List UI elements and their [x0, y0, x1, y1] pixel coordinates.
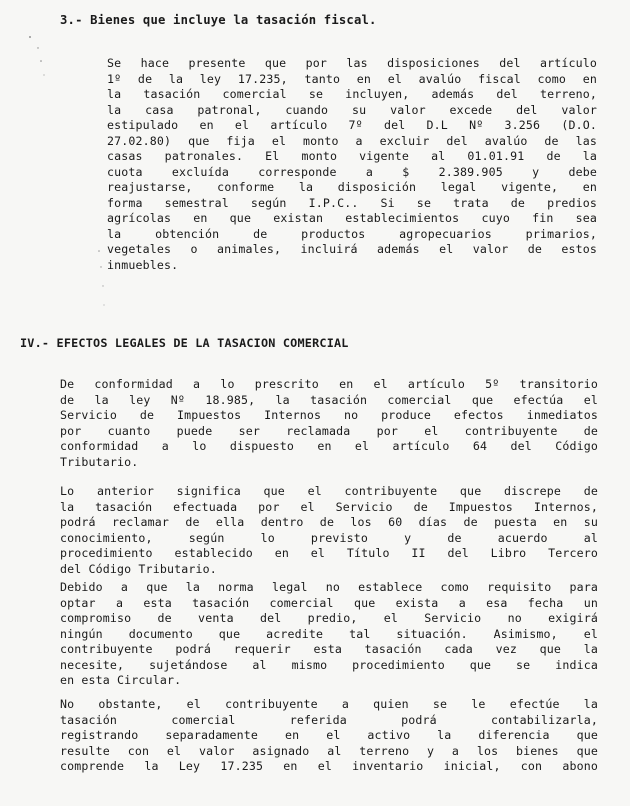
paragraph-line: cuota excluída corresponde a $ 2.389.905 y debe [107, 164, 597, 179]
paragraph-line: de la ley Nº 18.985, la tasación comercial que efectúa el [60, 392, 598, 407]
section-4-paragraph-3 [60, 580, 598, 689]
paragraph-line: 1º de la ley 17.235, tanto en el avalúo fiscal como en [107, 71, 597, 86]
paragraph-line: necesite, sujetándose al mismo procedimiento que se indica [60, 657, 598, 672]
paragraph-line: comprende la Ley 17.235 en el inventario inicial, con abono [60, 759, 598, 773]
section-3-paragraph [107, 56, 597, 273]
paragraph-line: podrá reclamar de ella dentro de los 60 días de puesta en su [60, 515, 598, 529]
paragraph-line: conocimiento, según lo previsto y de acuerdo al [60, 530, 598, 545]
paragraph-line: estipulado en el artículo 7º del D.L Nº 3.256 (D.O. [107, 118, 597, 132]
paragraph-line: contribuyente podrá requerir esta tasación cada vez que la [60, 642, 598, 656]
paragraph-line: la casa patronal, cuando su valor excede del valor [107, 102, 597, 117]
paragraph-line: Servicio de Impuestos Internos no produce efectos inmediatos [60, 408, 598, 422]
paragraph-line: registrando separadamente en el activo la diferencia que [60, 728, 598, 742]
paragraph-line: conformidad a lo dispuesto en el artículo 64 del Código [60, 439, 598, 453]
paragraph-line: Lo anterior significa que el contribuyente que discrepe de [60, 484, 598, 498]
paragraph-line: De conformidad a lo prescrito en el artículo 5º transitorio [60, 377, 598, 391]
paragraph-line: Tributario. [60, 454, 139, 469]
paragraph-line: agrícolas en que existan establecimientos cuyo fin sea [107, 211, 597, 225]
paragraph-line: la tasación comercial se incluyen, además del terreno, [107, 87, 597, 101]
paragraph-line: No obstante, el contribuyente a quien se le efectúe la [60, 697, 598, 711]
paragraph-line: reajustarse, conforme la disposición legal vigente, en [107, 180, 597, 194]
paragraph-line: la obtención de productos agropecuarios primarios, [107, 226, 597, 241]
paragraph-line: 27.02.80) que fija el monto a excluir del avalúo de las [107, 133, 597, 148]
section-3-heading: 3.- Bienes que incluye la tasación fiscal. [60, 13, 377, 27]
paragraph-line: casas patronales. El monto vigente al 01.01.91 de la [107, 149, 597, 163]
paragraph-line: tasación comercial referida podrá contabilizarla, [60, 712, 598, 727]
section-4-paragraph-4 [60, 697, 598, 775]
paragraph-line: Se hace presente que por las disposiciones del artículo [107, 56, 597, 70]
paragraph-line: resulte con el valor asignado al terreno y a los bienes que [60, 743, 598, 758]
paragraph-line: en esta Circular. [60, 673, 182, 687]
paragraph-line: vegetales o animales, incluirá además el valor de estos [107, 242, 597, 256]
paragraph-line: ningún documento que acredite tal situación. Asimismo, el [60, 626, 598, 641]
paragraph-line: la tasación efectuada por el Servicio de Impuestos Internos, [60, 499, 598, 514]
paragraph-line: inmuebles. [107, 257, 179, 272]
section-4-paragraph-2 [60, 484, 598, 577]
paragraph-line: del Código Tributario. [60, 561, 217, 576]
paragraph-line: optar a esta tasación comercial que exista a esa fecha un [60, 595, 598, 610]
paragraph-line: compromiso de venta del predio, el Servicio no exigirá [60, 611, 598, 625]
paragraph-line: Debido a que la norma legal no establece como requisito para [60, 580, 598, 594]
section-4-heading: IV.- EFECTOS LEGALES DE LA TASACION COMERCIAL [20, 336, 349, 350]
section-4-paragraph-1 [60, 377, 598, 470]
paragraph-line: procedimiento establecido en el Título II del Libro Tercero [60, 546, 598, 560]
paragraph-line: forma semestral según I.P.C.. Si se trata de predios [107, 195, 597, 210]
paragraph-line: por cuanto puede ser reclamada por el contribuyente de [60, 423, 598, 438]
